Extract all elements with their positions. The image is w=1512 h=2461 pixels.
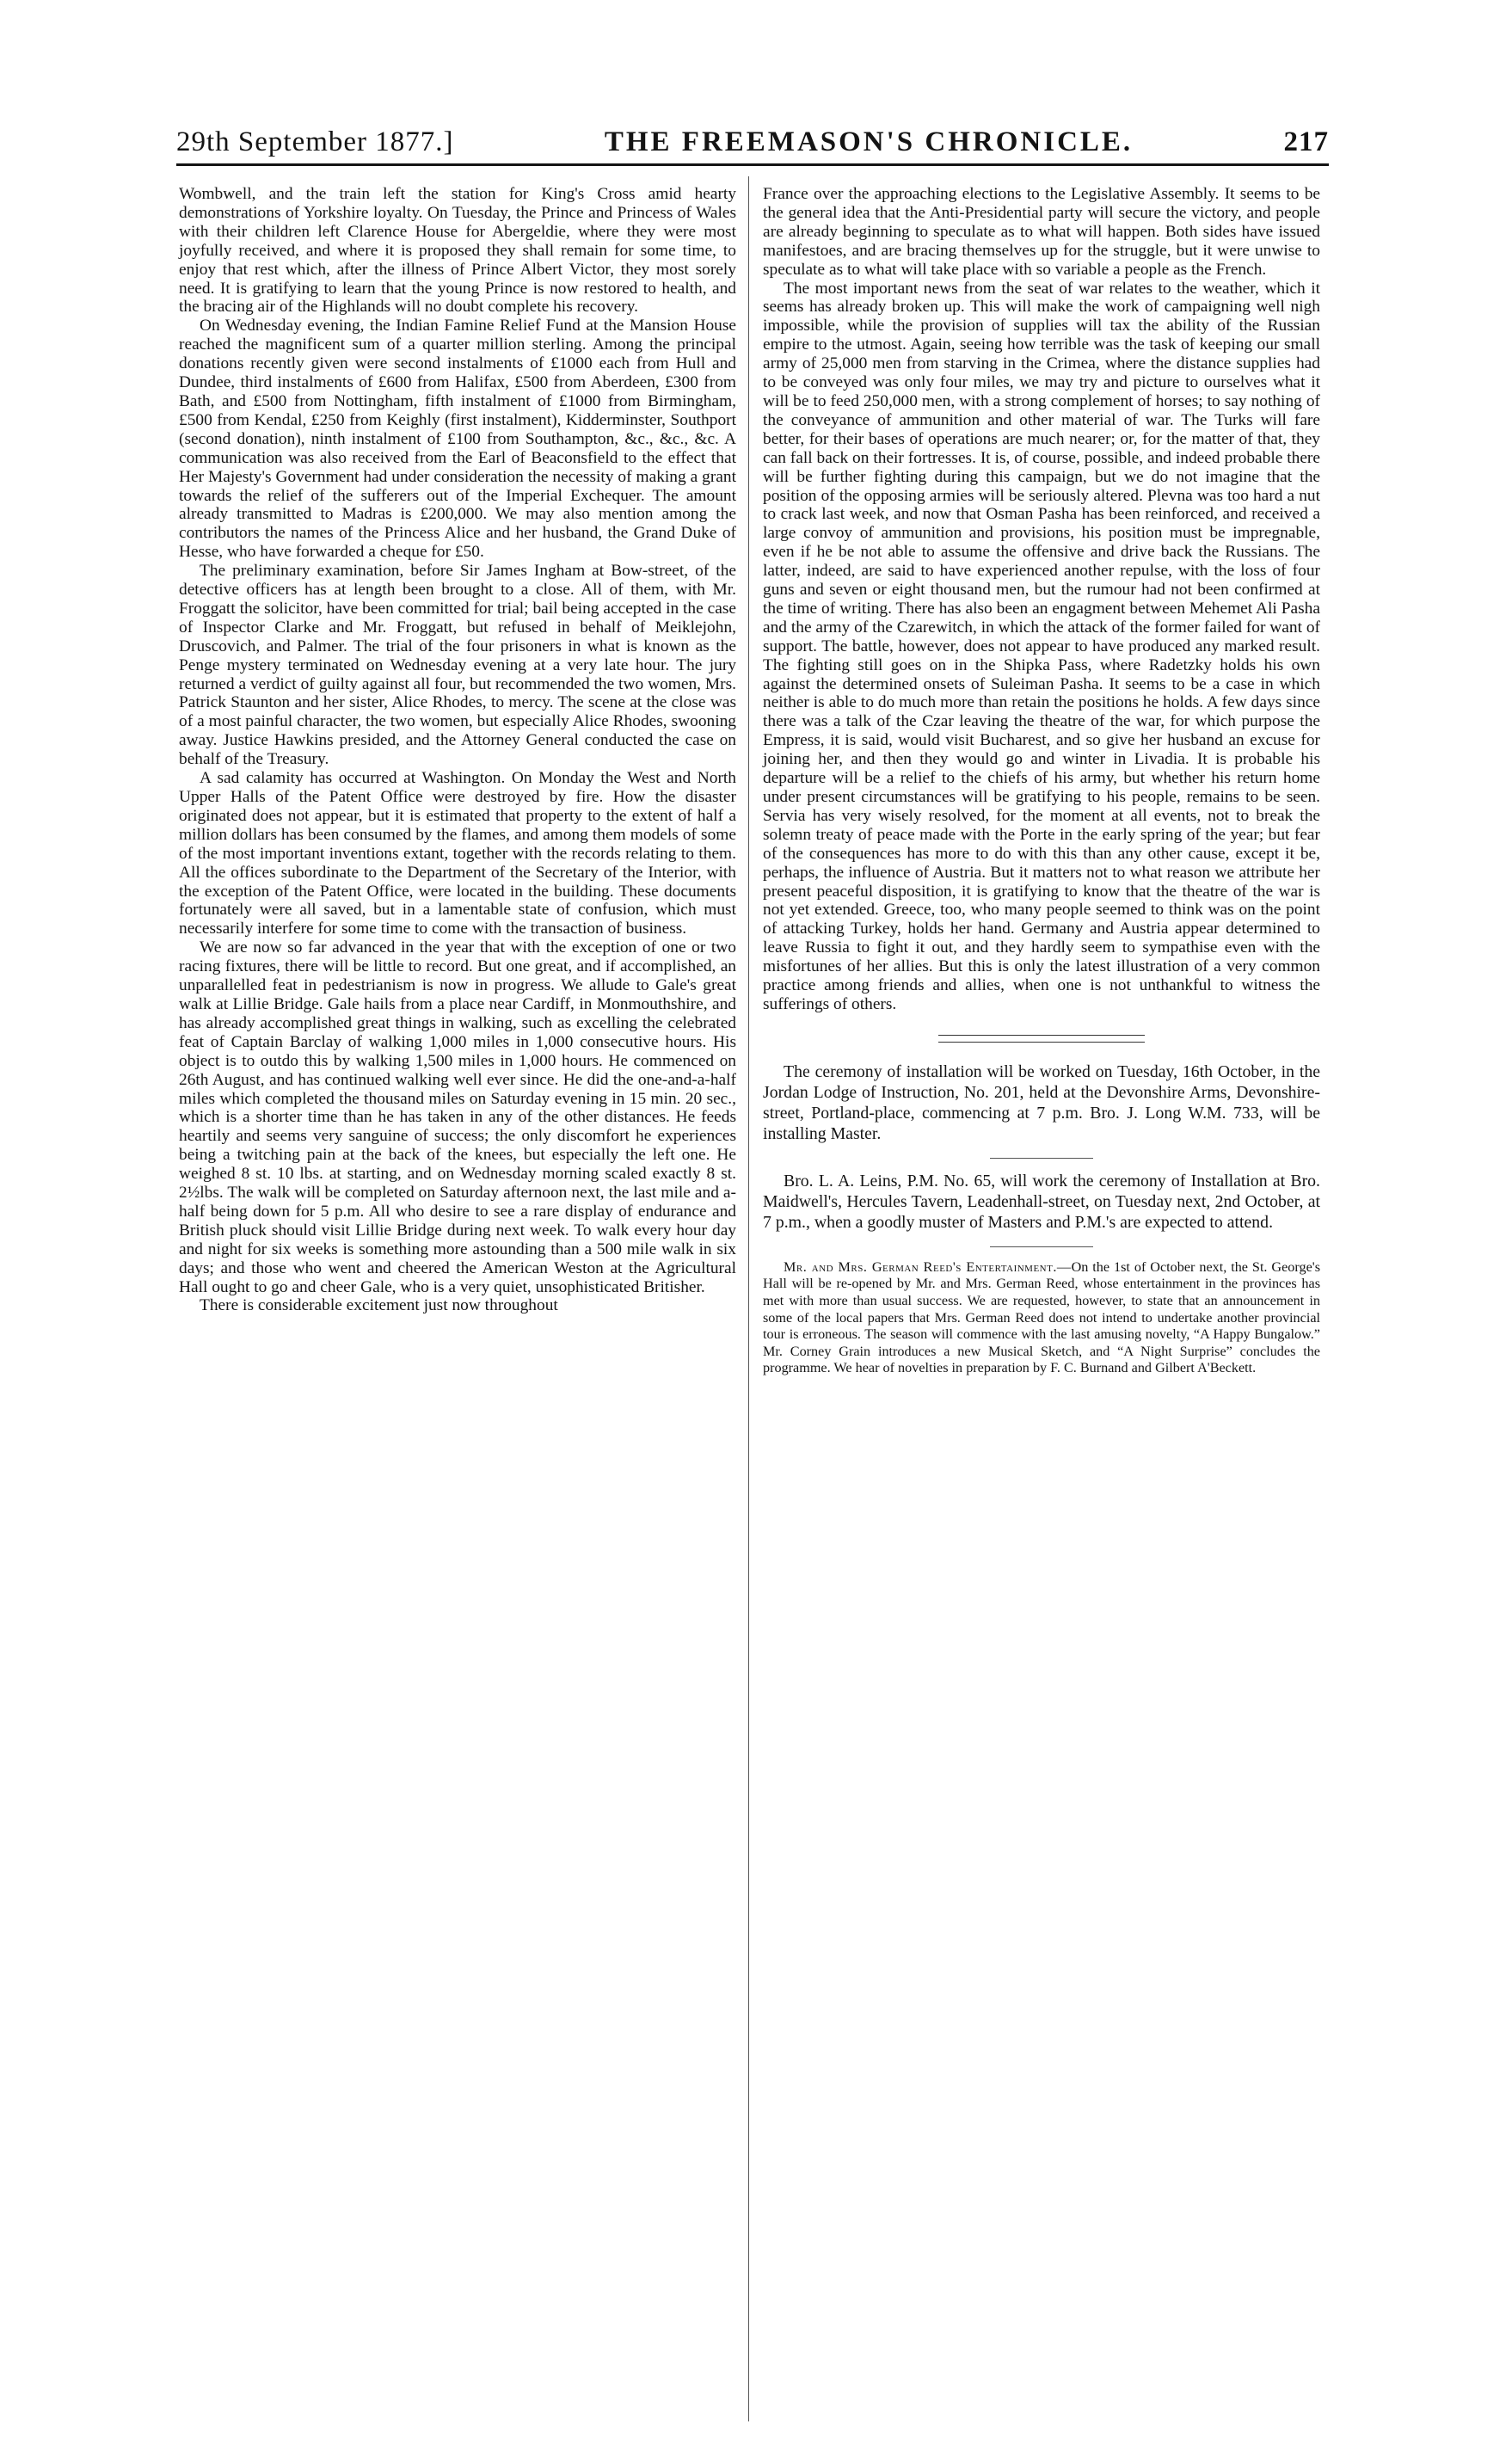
notice-leins-installation: Bro. L. A. Leins, P.M. No. 65, will work the ceremony of Installation at Bro. Maidwell's, Hercules Tavern, Leadenhall-street, on Tuesday next, 2nd October, at 7 p.m., when a goodly muster of Masters and P.M.'s are expected to attend. — [763, 1171, 1320, 1232]
section-separator — [938, 1035, 1145, 1043]
header-rule — [176, 163, 1329, 166]
article-paragraph-royal-family: Wombwell, and the train left the station for King's Cross amid hearty demonstrations of Yorkshire loyalty. On Tuesday, the Prince and Princess of Wales with their children left Clarence House for Abergeldie, where they were most joyfully received, and where it is proposed they shall remain for some time, to enjoy that rest which, after the illness of Prince Albert Victor, they most sorely need. It is gratifying to learn that the young Prince is now restored to health, and the bracing air of the Highlands will no doubt complete his recovery. — [179, 185, 736, 317]
article-paragraph-detectives-trial: The preliminary examination, before Sir James Ingham at Bow-street, of the detective officers has at length been brought to a close. All of them, with Mr. Froggatt the solicitor, have been committed for trial; bail being accepted in the case of Inspector Clarke and Mr. Froggatt, but refused in behalf of Meiklejohn, Druscovich, and Palmer. The trial of the four prisoners in what is known as the Penge mystery terminated on Wednesday evening at a very late hour. The jury returned a verdict of guilty against all four, but recommended the two women, Mrs. Patrick Staunton and her sister, Alice Rhodes, to mercy. The scene at the close was of a most painful character, the two women, but especially Alice Rhodes, swooning away. Justice Hawkins presided, and the Attorney General conducted the case on behalf of the Treasury. — [179, 562, 736, 769]
article-paragraph-patent-office-fire: A sad calamity has occurred at Washington. On Monday the West and North Upper Halls of the Patent Office were destroyed by fire. How the disaster originated does not appear, but it is estimated that property to the extent of half a million dollars has been consumed by the flames, and among them models of some of the most important inventions extant, together with the records relating to them. All the offices subordinate to the Department of the Secretary of the Interior, with the exception of the Patent Office, were located in the building. These documents fortunately were all saved, but in a lamentable state of confusion, which must necessarily interfere for some time to come with the transaction of business. — [179, 769, 736, 938]
article-paragraph-famine-fund: On Wednesday evening, the Indian Famine Relief Fund at the Mansion House reached the magnificent sum of a quarter million sterling. Among the principal donations recently given were second instalments of £1000 each from Hull and Dundee, third instalments of £600 from Halifax, £500 from Aberdeen, £300 from Bath, and £500 from Nottingham, fifth instalment of £1000 from Birmingham, £500 from Kendal, £250 from Keighly (first instalment), Kidderminster, Southport (second donation), ninth instalment of £100 from Southampton, &c., &c., &c. A communication was also received from the Earl of Beaconsfield to the effect that Her Majesty's Government had under consideration the necessity of making a grant towards the relief of the sufferers out of the Imperial Exchequer. The amount already transmitted to Madras is £200,000. We may also mention among the contributors the names of the Princess Alice and her husband, the Grand Duke of Hesse, who have forwarded a cheque for £50. — [179, 317, 736, 562]
left-column — [179, 185, 736, 1315]
right-column — [763, 185, 1320, 1377]
article-paragraph-france: There is considerable excitement just now throughout — [200, 1296, 558, 1315]
notice-separator-2 — [990, 1246, 1093, 1247]
article-paragraph-gale-walk: We are now so far advanced in the year that with the exception of one or two racing fixtures, there will be little to record. But one great, and if accomplished, an unparallelled feat in pedestrianism is now in progress. We allude to Gale's great walk at Lillie Bridge. Gale hails from a place near Cardiff, in Monmouthshire, and has already accomplished great things in walking, such as excelling the celebrated feat of Captain Barclay of walking 1,000 miles in 1,000 consecutive hours. His object is to outdo this by walking 1,500 miles in 1,000 hours. He commenced on 26th August, and has continued walking well ever since. He did the one-and-a-half miles which completed the thousand miles on Saturday evening in 15 min. 20 sec., which is a shorter time than he has taken in any of the other distances. He feeds heartily and seems very sanguine of success; the only discomfort he experiences being a twitching pain at the back of the knees, but especially the left one. He weighed 8 st. 10 lbs. at starting, and on Wednesday morning scaled exactly 8 st. 2½lbs. The walk will be completed on Saturday afternoon next, the last mile and a-half being down for 5 p.m. All who desire to see a rare display of endurance and British pluck should visit Lillie Bridge during next week. To walk every hour day and night for six weeks is something more astounding than a 500 mile walk in six days; and those who went and cheered the American Weston at the Agricultural Hall ought to go and cheer Gale, who is a very quiet, unsophisticated Britisher. — [179, 938, 736, 1296]
page-number: 217 — [1283, 126, 1329, 157]
notice-heading: Mr. and Mrs. German Reed's Entertainment.— — [784, 1258, 1072, 1275]
masthead — [176, 119, 1329, 158]
column-divider — [748, 176, 749, 2421]
notice-installation-jordan-lodge: The ceremony of installation will be worked on Tuesday, 16th October, in the Jordan Lodge of Instruction, No. 201, held at the Devonshire Arms, Devonshire-street, Portland-place, commencing at 7 p.m. Bro. J. Long W.M. 733, will be installing Master. — [763, 1061, 1320, 1143]
notice-separator — [990, 1158, 1093, 1159]
article-paragraph-france-continued: France over the approaching elections to the Legislative Assembly. It seems to be the general idea that the Anti-Presidential party will secure the victory, and people are already beginning to speculate as to what will happen. Both sides have issued manifestoes, and are bracing themselves up for the struggle, but it were unwise to speculate as to what will take place with so variable a people as the French. — [763, 185, 1320, 279]
publication-title: THE FREEMASON'S CHRONICLE. — [604, 126, 1134, 157]
notice-body: On the 1st of October next, the St. George's Hall will be re-opened by Mr. and Mrs. German Reed, whose entertainment in the provinces has met with more than usual success. We are requested, however, to state that an announcement in some of the local papers that Mrs. German Reed does not intend to undertake another provincial tour is erroneous. The season will commence with the last amusing novelty, “A Happy Bungalow.” Mr. Corney Grain introduces a new Musical Sketch, and “A Night Surprise” concludes the programme. We hear of novelties in preparation by F. C. Burnand and Gilbert A'Beckett. — [763, 1258, 1320, 1376]
article-paragraph-war-news: The most important news from the seat of war relates to the weather, which it seems has already broken up. This will make the work of campaigning well nigh impossible, while the provision of supplies will tax the ability of the Russian empire to the utmost. Again, seeing how terrible was the task of keeping our small army of 25,000 men from starving in the Crimea, where the distance supplies had to be conveyed was only four miles, we may try and picture to ourselves what it will be to feed 250,000 men, with a strong complement of horses; to say nothing of the conveyance of ammunition and other material of war. The Turks will fare better, for their bases of operations are much nearer; or, for the matter of that, they can fall back on their fortresses. It is, of course, possible, and indeed probable there will be further fighting during this campaign, but we do not imagine that the position of the opposing armies will be seriously altered. Plevna was too hard a nut to crack last week, and now that Osman Pasha has been reinforced, and received a large convoy of ammunition and provisions, his position must be impregnable, even if he be not able to assume the offensive and drive back the Russians. The latter, indeed, are said to have experienced another repulse, with the loss of four guns and seven or eight thousand men, but the rumour had not been confirmed at the time of writing. There has also been an engagment between Mehemet Ali Pasha and the army of the Czarewitch, in which the attack of the former failed for want of support. The battle, however, does not appear to have produced any marked result. The fighting still goes on in the Shipka Pass, where Radetzky holds his own against the determined onsets of Suleiman Pasha. It seems to be a case in which neither is able to do much more than retain the positions he holds. A few days since there was a talk of the Czar leaving the theatre of the war, for which purpose the Empress, it is said, would visit Bucharest, and so give her husband an excuse for joining her, and then they would go and winter in Livadia. It is probable his departure will be a relief to the chiefs of his army, but whether his return home under present circumstances will be gratifying to his people, remains to be seen. Servia has very wisely resolved, for the moment at all events, not to break the solemn treaty of peace made with the Porte in the early spring of the year; but fear of the consequences has more to do with this than any other cause, except it be, perhaps, the influence of Austria. But it matters not to what reason we attribute her present peaceful disposition, it is gratifying to know that the theatre of the war is not yet extended. Greece, too, who many people seemed to think was on the point of attacking Turkey, holds her hand. Germany and Austria appear determined to leave Russia to fight it out, and they hardly seem to sympathise even with the misfortunes of her allies. But this is only the latest illustration of a very common practice among friends and allies, when one is not unthankful to witness the sufferings of others. — [763, 279, 1320, 1013]
notice-german-reed-entertainment — [763, 1259, 1320, 1377]
issue-date: 29th September 1877.] — [176, 126, 454, 157]
